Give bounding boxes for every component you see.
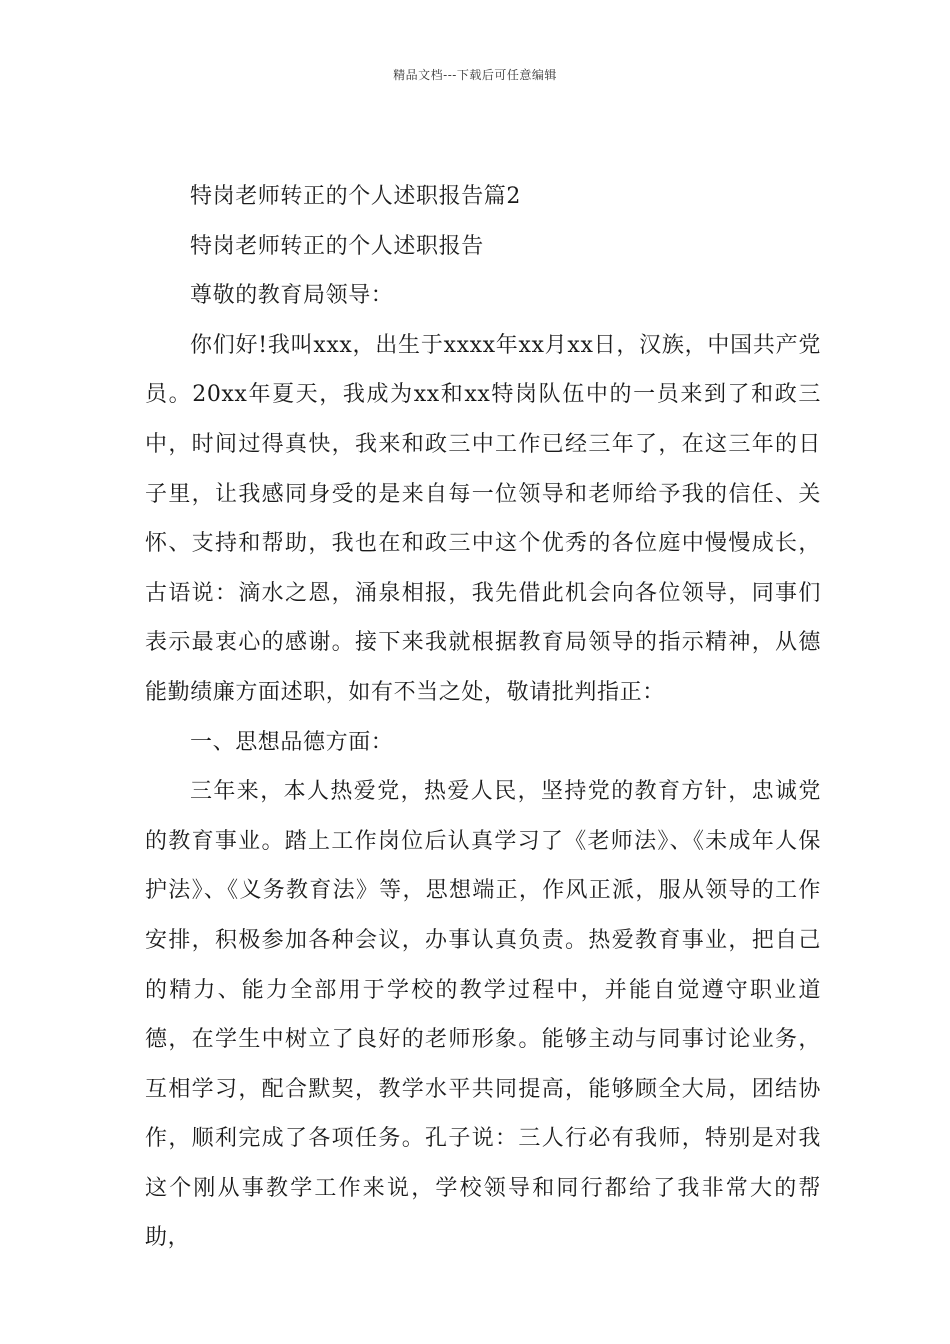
page-header-note: 精品文档---下载后可任意编辑 <box>393 68 557 82</box>
document-title: 特岗老师转正的个人述职报告篇2 <box>190 184 521 209</box>
document-body <box>145 172 821 1263</box>
section-heading-ideology: 一、思想品德方面： <box>190 729 394 755</box>
salutation: 尊敬的教育局领导： <box>190 283 394 309</box>
paragraph-introduction: 你们好!我叫xxx，出生于xxxx年xx月xx日，汉族，中国共产党员。20xx年夏天，我成为xx和xx特岗队伍中的一员来到了和政三中，时间过得真快，我来和政三中工作已经三年了，在这三年的日子里，让我感同身受的是来自每一位领导和老师给予我的信任、关怀、支持和帮助，我也在和政三中这个优秀的各位庭中慢慢成长，古语说：滴水之恩，涌泉相报，我先借此机会向各位领导，同事们表示最衷心的感谢。接下来我就根据教育局领导的指示精神，从德能勤绩廉方面述职，如有不当之处，敬请批判指正： <box>145 332 821 705</box>
document-subtitle: 特岗老师转正的个人述职报告 <box>190 233 484 259</box>
paragraph-ideology: 三年来，本人热爱党，热爱人民，坚持党的教育方针，忠诚党的教育事业。踏上工作岗位后认真学习了《老师法》、《未成年人保护法》、《义务教育法》等，思想端正，作风正派，服从领导的工作安排，积极参加各种会议，办事认真负责。热爱教育事业，把自己的精力、能力全部用于学校的教学过程中，并能自觉遵守职业道德，在学生中树立了良好的老师形象。能够主动与同事讨论业务，互相学习，配合默契，教学水平共同提高，能够顾全大局，团结协作，顺利完成了各项任务。孔子说：三人行必有我师，特别是对我这个刚从事教学工作来说，学校领导和同行都给了我非常大的帮助， <box>145 779 821 1251</box>
